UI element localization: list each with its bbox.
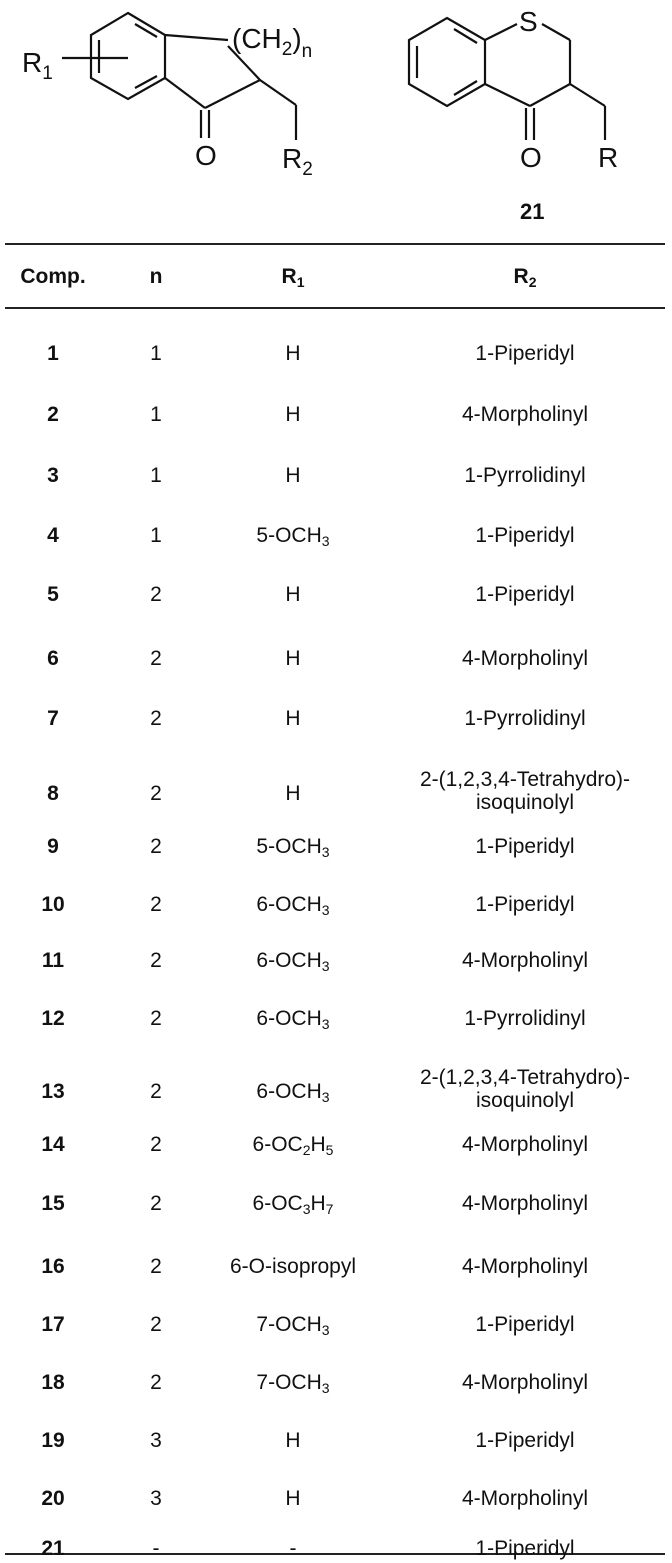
cell-r1 [210,1537,376,1561]
cell-r1-text: 6-OCH [256,893,322,916]
cell-comp: 13 [41,1080,65,1103]
table-row [0,1369,672,1397]
left-oxygen: O [195,140,217,171]
cell-r1-text: H [285,342,301,365]
cell-r1-text: 6-O-isopropyl [229,1255,357,1278]
cell-r1-text: H [285,403,301,426]
cell-comp: 11 [41,949,65,972]
right-r-label: R [598,142,619,173]
cell-r1-text: H [285,1429,301,1452]
ch2-n: n [301,41,313,62]
header-n: n [149,265,163,288]
header-r2-letter: R [513,265,529,288]
header-comp: Comp. [20,265,86,288]
table-row [0,581,672,609]
cell-r1 [210,835,376,859]
cell-r1 [210,342,376,366]
table-row [0,1190,672,1218]
cell-r2 [378,949,672,972]
cell-comp: 5 [47,583,59,606]
table-row [0,1535,672,1563]
table-row [0,340,672,368]
cell-n: 2 [150,1133,162,1156]
cell-comp: 7 [47,707,59,730]
cell-r2-line: 1-Piperidyl [475,893,575,916]
cell-n: 2 [150,1371,162,1394]
table-header-rule [5,307,665,309]
cell-r2 [378,768,672,814]
cell-r2-line: 1-Piperidyl [475,524,575,547]
cell-r2 [378,647,672,670]
cell-r1 [210,1192,376,1216]
cell-r2-line: 1-Pyrrolidinyl [464,464,586,487]
structure-drawings [0,0,672,240]
cell-r1-text: H [285,782,301,805]
cell-r2-line: isoquinolyl [475,1089,575,1112]
cell-r2-line: 4-Morpholinyl [461,1487,589,1510]
cell-r2-line: 4-Morpholinyl [461,1133,589,1156]
cell-r2-line: 4-Morpholinyl [461,1255,589,1278]
cell-r1 [210,1313,376,1337]
cell-r2 [378,583,672,606]
cell-r1 [210,949,376,973]
cell-r1-sub: 3 [321,1089,330,1105]
cell-n: 3 [150,1429,162,1452]
cell-r2-line: 4-Morpholinyl [461,647,589,670]
cell-r1 [210,1255,376,1279]
cell-r2-line: 4-Morpholinyl [461,1371,589,1394]
cell-r1-sub: 3 [321,958,330,974]
cell-r1-sub: 3 [321,1322,330,1338]
cell-r2-line: 1-Pyrrolidinyl [464,707,586,730]
r2-letter: R [282,143,303,174]
cell-r1-sub: 3 [321,844,330,860]
cell-r2 [378,835,672,858]
table-row [0,1253,672,1281]
cell-comp: 2 [47,403,59,426]
cell-r2 [378,1487,672,1510]
compound-21-label: 21 [520,199,545,224]
cell-r2-line: 1-Piperidyl [475,1313,575,1336]
cell-n: 1 [150,464,162,487]
cell-r2-line: 1-Piperidyl [475,835,575,858]
cell-r1-sub: 3 [321,902,330,918]
cell-r2-line: 4-Morpholinyl [461,949,589,972]
cell-comp: 4 [47,524,59,547]
cell-r1-tail: H [310,1133,326,1156]
cell-r1-text: 6-OCH [256,1007,322,1030]
cell-r1-text: - [289,1537,297,1560]
cell-r1-sub2: 5 [325,1142,334,1158]
cell-comp: 16 [41,1255,65,1278]
cell-r1-sub: 3 [321,1380,330,1396]
cell-r2 [378,1371,672,1394]
cell-n: 3 [150,1487,162,1510]
cell-n: 1 [150,342,162,365]
cell-n: 2 [150,1313,162,1336]
cell-comp: 3 [47,464,59,487]
cell-r2 [378,1133,672,1156]
table-row [0,1067,672,1117]
cell-comp: 9 [47,835,59,858]
cell-r2-line: 1-Piperidyl [475,1537,575,1560]
cell-r2-line: 4-Morpholinyl [461,403,589,426]
cell-r2 [378,1429,672,1452]
cell-comp: 10 [41,893,65,916]
r1-subscript: 1 [42,63,53,84]
cell-r1-text: H [285,647,301,670]
cell-comp: 17 [41,1313,65,1336]
cell-n: 2 [150,583,162,606]
cell-comp: 14 [41,1133,65,1156]
cell-n: - [152,1537,160,1560]
cell-r1-text: H [285,583,301,606]
table-row [0,891,672,919]
cell-r1-text: 7-OCH [256,1313,322,1336]
table-header [0,245,672,307]
cell-n: 1 [150,524,162,547]
table-row [0,833,672,861]
cell-r1-text: H [285,464,301,487]
cell-r1 [210,464,376,488]
cell-r2 [378,707,672,730]
cell-n: 2 [150,949,162,972]
right-structure [409,18,605,140]
cell-r1-sub: 3 [302,1201,311,1217]
cell-r1-text: 6-OC [252,1133,303,1156]
cell-r2 [378,342,672,365]
cell-r2 [378,403,672,426]
cell-r1 [210,647,376,671]
cell-r1-sub: 2 [302,1142,311,1158]
svg-text:(CH2)n [232,23,312,62]
cell-r2-line: 1-Piperidyl [475,583,575,606]
header-r1-sub: 1 [296,274,305,290]
cell-comp: 8 [47,782,59,805]
cell-r2 [378,1192,672,1215]
cell-r1-text: 5-OCH [256,524,322,547]
cell-r1 [210,1429,376,1453]
sulfur-label: S [519,6,538,37]
cell-r1-text: H [285,1487,301,1510]
cell-r1 [210,893,376,917]
cell-r2 [378,1313,672,1336]
table-row [0,1005,672,1033]
cell-n: 2 [150,1007,162,1030]
cell-r1-sub: 3 [321,533,330,549]
cell-r1 [210,524,376,548]
cell-comp: 18 [41,1371,65,1394]
cell-r2-line: 2-(1,2,3,4-Tetrahydro)- [419,1066,631,1089]
table-row [0,947,672,975]
cell-comp: 20 [41,1487,65,1510]
cell-r2 [378,1066,672,1112]
cell-r1 [210,403,376,427]
cell-n: 2 [150,893,162,916]
ch2-close: ) [292,23,302,54]
cell-comp: 6 [47,647,59,670]
cell-comp: 19 [41,1429,65,1452]
chemical-structures [0,0,672,240]
cell-r2-line: 1-Pyrrolidinyl [464,1007,586,1030]
cell-n: 2 [150,782,162,805]
cell-r1-sub: 3 [321,1016,330,1032]
cell-r2-line: 2-(1,2,3,4-Tetrahydro)- [419,768,631,791]
cell-r2-line: 4-Morpholinyl [461,1192,589,1215]
table-row [0,1131,672,1159]
header-r1 [210,265,376,289]
cell-r1 [210,1007,376,1031]
cell-r2 [378,1255,672,1278]
table-row [0,1311,672,1339]
cell-r1 [210,1371,376,1395]
ch2-subscript: 2 [281,39,293,60]
table-row [0,645,672,673]
cell-r1 [210,782,376,806]
svg-text:R2 [282,143,313,180]
cell-r1-text: 7-OCH [256,1371,322,1394]
cell-r1-tail: H [310,1192,326,1215]
cell-n: 2 [150,835,162,858]
cell-comp: 21 [41,1537,65,1560]
r2-subscript: 2 [302,159,313,180]
table-row [0,769,672,819]
cell-r2 [378,1537,672,1560]
cell-n: 2 [150,647,162,670]
cell-n: 2 [150,707,162,730]
left-structure-labels [22,23,313,180]
cell-r2 [378,1007,672,1030]
cell-r1 [210,1487,376,1511]
cell-r2 [378,524,672,547]
cell-n: 2 [150,1255,162,1278]
cell-comp: 12 [41,1007,65,1030]
cell-r1 [210,1133,376,1157]
cell-r1 [210,1080,376,1104]
cell-r2-line: 1-Piperidyl [475,342,575,365]
cell-r2-line: 1-Piperidyl [475,1429,575,1452]
r1-letter: R [22,47,43,78]
cell-comp: 15 [41,1192,65,1215]
header-r1-letter: R [281,265,297,288]
svg-text:R1 [22,47,53,84]
table-row [0,1427,672,1455]
right-oxygen: O [520,142,542,173]
table-row [0,462,672,490]
cell-n: 2 [150,1080,162,1103]
cell-r1-text: H [285,707,301,730]
ch2-group: (CH [232,23,282,54]
cell-n: 2 [150,1192,162,1215]
cell-comp: 1 [47,342,59,365]
cell-r2-line: isoquinolyl [475,791,575,814]
cell-r1 [210,583,376,607]
table-row [0,522,672,550]
cell-r1 [210,707,376,731]
cell-r1-sub2: 7 [325,1201,334,1217]
cell-r1-text: 6-OCH [256,949,322,972]
cell-r2 [378,893,672,916]
cell-n: 1 [150,403,162,426]
cell-r1-text: 6-OCH [256,1080,322,1103]
table-row [0,401,672,429]
table-row [0,1485,672,1513]
header-r2 [378,265,672,289]
cell-r1-text: 5-OCH [256,835,322,858]
cell-r2 [378,464,672,487]
table-row [0,705,672,733]
header-r2-sub: 2 [528,274,537,290]
cell-r1-text: 6-OC [252,1192,303,1215]
